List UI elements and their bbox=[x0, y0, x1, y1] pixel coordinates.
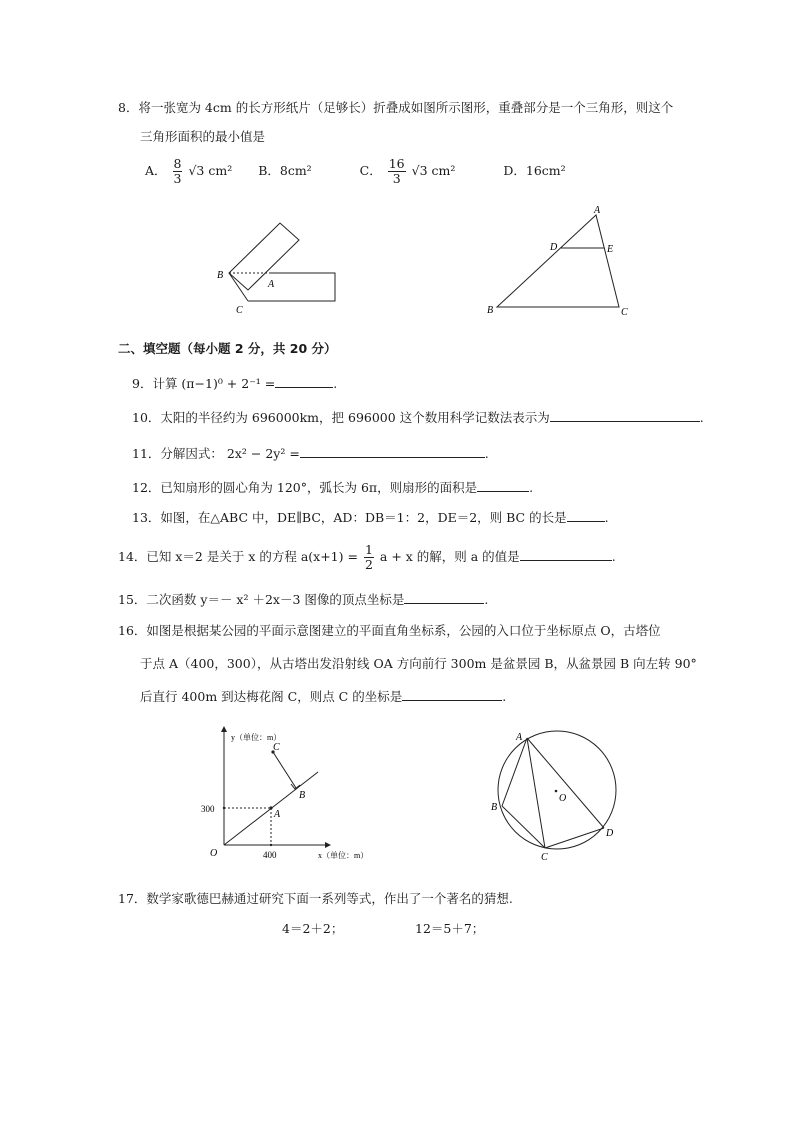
label-c: C bbox=[236, 305, 243, 316]
point-b-label: B bbox=[299, 790, 306, 801]
question-text: 计算 (π−1)⁰ + 2⁻¹ = bbox=[152, 376, 276, 391]
coordinate-plane-figure bbox=[195, 720, 390, 865]
option-b bbox=[258, 163, 316, 178]
question-16-line-2: 于点 A（400，300），从古塔出发沿射线 OA 方向前行 300m 是盆景园 B，从盆景园 B 向左转 90° bbox=[140, 656, 697, 671]
question-number: 9． bbox=[132, 376, 153, 391]
option-d bbox=[503, 163, 565, 178]
question-number: 13． bbox=[132, 510, 161, 525]
question-14: 14．已知 x＝2 是关于 x 的方程 a(x+1) = $\frac{1}{2}$ a + x 的解，则 a 的值是 . bbox=[118, 542, 616, 572]
answer-blank[interactable] bbox=[300, 443, 485, 458]
origin-label: O bbox=[210, 848, 218, 859]
answer-blank[interactable] bbox=[404, 589, 484, 604]
question-15: 15．二次函数 y＝－ x² ＋2x－3 图像的顶点坐标是 . bbox=[118, 589, 488, 609]
tick-x-400: 400 bbox=[263, 850, 277, 860]
question-number: 12． bbox=[132, 480, 161, 495]
question-text: 分解因式： 2x² − 2y² = bbox=[160, 446, 300, 461]
x-axis-label: x（单位：m） bbox=[318, 851, 369, 860]
question-text: 已知 x＝2 是关于 x 的方程 a(x+1) = bbox=[146, 549, 358, 564]
label-d: D bbox=[550, 242, 558, 253]
label-c: C bbox=[621, 307, 628, 318]
question-text: 如图，在△ABC 中，DE∥BC，AD：DB＝1：2，DE＝2，则 BC 的长是 bbox=[160, 510, 567, 525]
question-number: 16． bbox=[118, 623, 147, 638]
question-text: 将一张宽为 4cm 的长方形纸片（足够长）折叠成如图所示图形，重叠部分是一个三角形，则这个 bbox=[138, 100, 674, 115]
option-a bbox=[145, 156, 236, 186]
question-8-options bbox=[145, 152, 566, 190]
label-b: B bbox=[487, 305, 494, 316]
question-16-line-1 bbox=[118, 622, 661, 640]
question-text: 太阳的半径约为 696000km，把 696000 这个数用科学记数法表示为 bbox=[160, 410, 550, 425]
question-13: 13．如图，在△ABC 中，DE∥BC，AD：DB＝1：2，DE＝2，则 BC 的长是 . bbox=[132, 507, 609, 527]
section-title: 二、填空题（每小题 2 分，共 20 分） bbox=[118, 341, 337, 356]
y-axis-label: y（单位：m） bbox=[231, 733, 282, 742]
option-text: √3 cm² bbox=[411, 163, 456, 178]
label-e: E bbox=[607, 244, 614, 255]
answer-blank[interactable] bbox=[550, 407, 700, 422]
fraction: $\frac{1}{2}$ bbox=[364, 542, 373, 572]
circle-figure bbox=[485, 725, 625, 865]
question-number: 17． bbox=[118, 891, 147, 906]
label-d: D bbox=[606, 828, 614, 839]
question-10: 10．太阳的半径约为 696000km，把 696000 这个数用科学记数法表示为 . bbox=[132, 407, 704, 427]
question-number: 11． bbox=[132, 446, 161, 461]
question-11: 11．分解因式： 2x² − 2y² = . bbox=[132, 443, 489, 463]
label-b: B bbox=[491, 802, 498, 813]
question-text: 数学家歌德巴赫通过研究下面一系列等式，作出了一个著名的猜想. bbox=[146, 891, 513, 906]
label-c: C bbox=[541, 852, 548, 863]
option-letter: B． bbox=[258, 163, 280, 178]
option-text: 8cm² bbox=[279, 163, 312, 178]
answer-blank[interactable] bbox=[520, 546, 612, 561]
label-a: A bbox=[594, 205, 601, 216]
option-c bbox=[359, 156, 460, 186]
question-text: a + x 的解，则 a 的值是 bbox=[379, 549, 520, 564]
question-number: 14． bbox=[118, 549, 147, 564]
question-text: 二次函数 y＝－ x² ＋2x－3 图像的顶点坐标是 bbox=[146, 592, 405, 607]
point-a-label: A bbox=[274, 809, 281, 820]
question-9: 9．计算 (π−1)⁰ + 2⁻¹ = . bbox=[132, 373, 337, 393]
question-12: 12．已知扇形的圆心角为 120°，弧长为 6π，则扇形的面积是 . bbox=[132, 477, 533, 497]
point-c-label: C bbox=[273, 742, 280, 753]
question-number: 10． bbox=[132, 410, 161, 425]
equation-1: 4＝2＋2； bbox=[282, 921, 344, 936]
option-letter: A． bbox=[145, 163, 167, 178]
answer-blank[interactable] bbox=[275, 373, 333, 388]
equation-2: 12＝5＋7； bbox=[415, 921, 485, 936]
answer-blank[interactable] bbox=[567, 507, 605, 522]
question-number: 15． bbox=[118, 592, 147, 607]
question-17 bbox=[118, 890, 513, 908]
triangle-figure bbox=[485, 200, 635, 320]
fraction: $\frac{8}{3}$ bbox=[173, 156, 182, 186]
label-b: B bbox=[217, 270, 224, 281]
fraction: $\frac{16}{3}$ bbox=[388, 156, 405, 186]
label-a: A bbox=[516, 732, 523, 743]
label-a: A bbox=[268, 279, 275, 290]
folded-strip-figure bbox=[215, 215, 345, 315]
option-letter: D． bbox=[503, 163, 526, 178]
question-text: 如图是根据某公园的平面示意图建立的平面直角坐标系，公园的入口位于坐标原点 O，古塔位 bbox=[146, 623, 661, 638]
tick-y-300: 300 bbox=[201, 804, 215, 814]
question-16-line-3: 后直行 400m 到达梅花阁 C，则点 C 的坐标是 . bbox=[140, 686, 506, 706]
question-8-line-1 bbox=[118, 99, 673, 117]
answer-blank[interactable] bbox=[477, 477, 529, 492]
label-o: O bbox=[559, 793, 567, 804]
answer-blank[interactable] bbox=[402, 686, 502, 701]
question-text: 已知扇形的圆心角为 120°，弧长为 6π，则扇形的面积是 bbox=[160, 480, 478, 495]
question-text: 后直行 400m 到达梅花阁 C，则点 C 的坐标是 bbox=[140, 689, 403, 704]
option-letter: C． bbox=[359, 163, 382, 178]
question-8-line-2: 三角形面积的最小值是 bbox=[140, 129, 266, 144]
question-number: 8． bbox=[118, 100, 139, 115]
option-text: √3 cm² bbox=[188, 163, 233, 178]
option-text: 16cm² bbox=[525, 163, 566, 178]
